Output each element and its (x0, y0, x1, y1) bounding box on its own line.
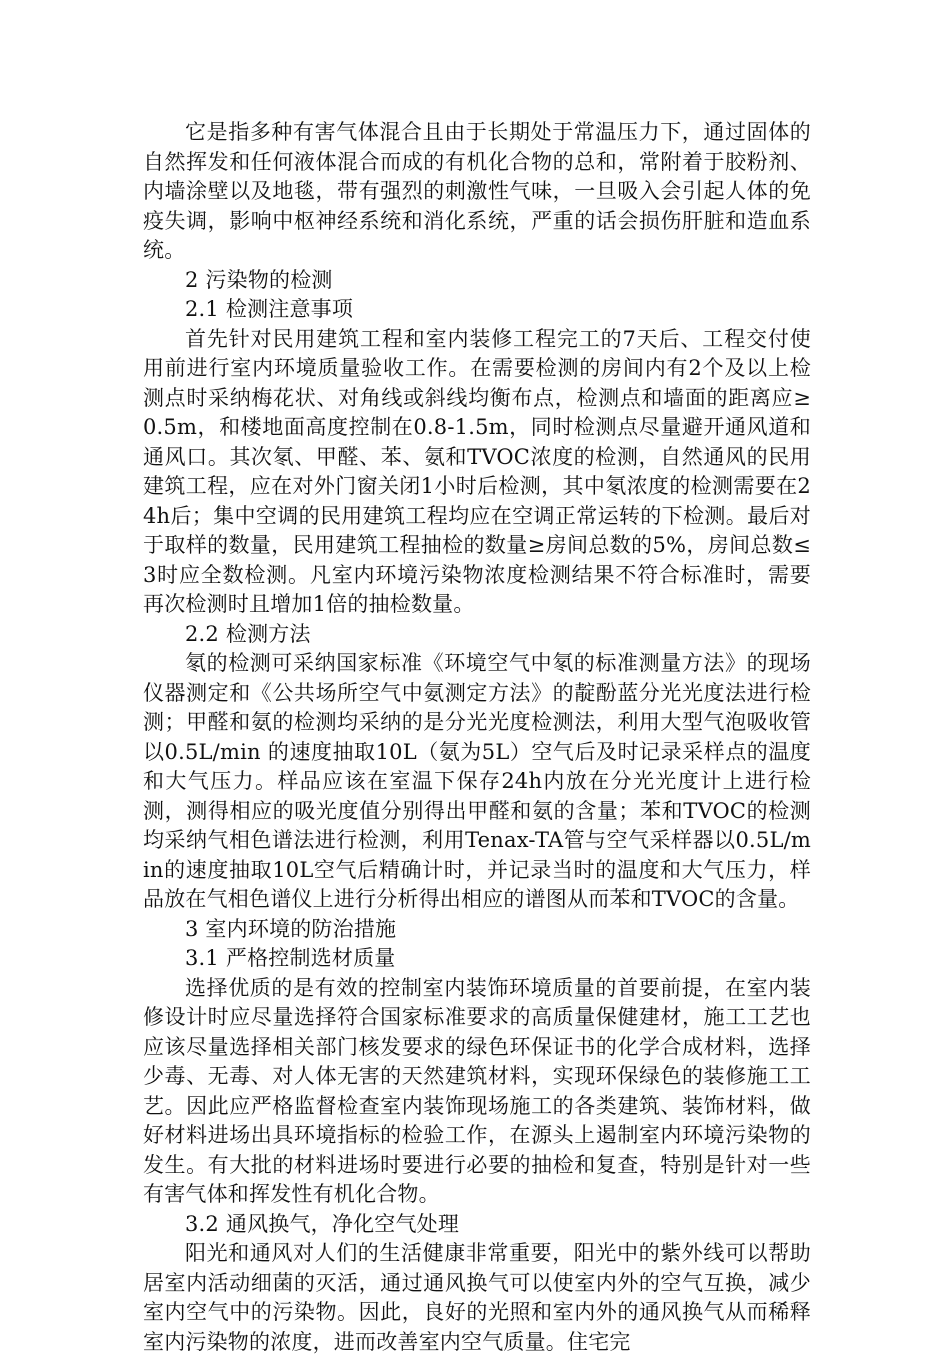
document-body (143, 118, 811, 1357)
subsection-heading: 3.1 严格控制选材质量 (185, 946, 396, 970)
body-paragraph: 阳光和通风对人们的生活健康非常重要，阳光中的紫外线可以帮助居室内活动细菌的灭活，通过通风换气可以使室内外的空气互换，减少室内空气中的污染物。因此，良好的光照和室内外的通风换气从而稀释室内污染物的浓度，进而改善室内空气质量。住宅完 (143, 1241, 811, 1354)
body-paragraph: 氡的检测可采纳国家标准《环境空气中氡的标准测量方法》的现场仪器测定和《公共场所空气中氨测定方法》的靛酚蓝分光光度法进行检测；甲醛和氨的检测均采纳的是分光光度检测法，利用大型气泡吸收管以0.5L/min 的速度抽取10L（氨为5L）空气后及时记录采样点的温度和大气压力。样品应该在室温下保存24h内放在分光光度计上进行检测，测得相应的吸光度值分别得出甲醛和氨的含量；苯和TVOC的检测均采纳气相色谱法进行检测，利用Tenax-TA管与空气采样器以0.5L/min的速度抽取10L空气后精确计时，并记录当时的温度和大气压力，样品放在气相色谱仪上进行分析得出相应的谱图从而苯和TVOC的含量。 (143, 651, 811, 911)
section-heading: 3 室内环境的防治措施 (185, 916, 397, 941)
subsection-heading: 2.2 检测方法 (185, 621, 311, 646)
body-paragraph: 它是指多种有害气体混合且由于长期处于常温压力下，通过固体的自然挥发和任何液体混合而成的有机化合物的总和，常附着于胶粉剂、内墙涂壁以及地毯，带有强烈的刺激性气味，一旦吸入会引起人体的免疫失调，影响中枢神经系统和消化系统，严重的话会损伤肝脏和造血系统。 (143, 120, 811, 262)
body-paragraph: 首先针对民用建筑工程和室内装修工程完工的7天后、工程交付使用前进行室内环境质量验收工作。在需要检测的房间内有2个及以上检测点时采纳梅花状、对角线或斜线均衡布点，检测点和墙面的距离应≥0.5m，和楼地面高度控制在0.8-1.5m，同时检测点尽量避开通风道和通风口。其次氡、甲醛、苯、氨和TVOC浓度的检测，自然通风的民用建筑工程，应在对外门窗关闭1小时后检测，其中氡浓度的检测需要在24h后；集中空调的民用建筑工程均应在空调正常运转的下检测。最后对于取样的数量，民用建筑工程抽检的数量≥房间总数的5%，房间总数≤3时应全数检测。凡室内环境污染物浓度检测结果不符合标准时，需要再次检测时且增加1倍的抽检数量。 (143, 326, 811, 616)
subsection-heading: 3.2 通风换气，净化空气处理 (185, 1211, 460, 1236)
section-heading: 2 污染物的检测 (185, 267, 333, 292)
body-paragraph: 选择优质的是有效的控制室内装饰环境质量的首要前提，在室内装修设计时应尽量选择符合国家标准要求的高质量保健建材，施工工艺也应该尽量选择相关部门核发要求的绿色环保证书的化学合成材料，选择少毒、无毒、对人体无害的天然建筑材料，实现环保绿色的装修施工工艺。因此应严格监督检查室内装饰现场施工的各类建筑、装饰材料，做好材料进场出具环境指标的检验工作，在源头上遏制室内环境污染物的发生。有大批的材料进场时要进行必要的抽检和复查，特别是针对一些有害气体和挥发性有机化合物。 (143, 975, 811, 1206)
subsection-heading: 2.1 检测注意事项 (185, 297, 354, 321)
